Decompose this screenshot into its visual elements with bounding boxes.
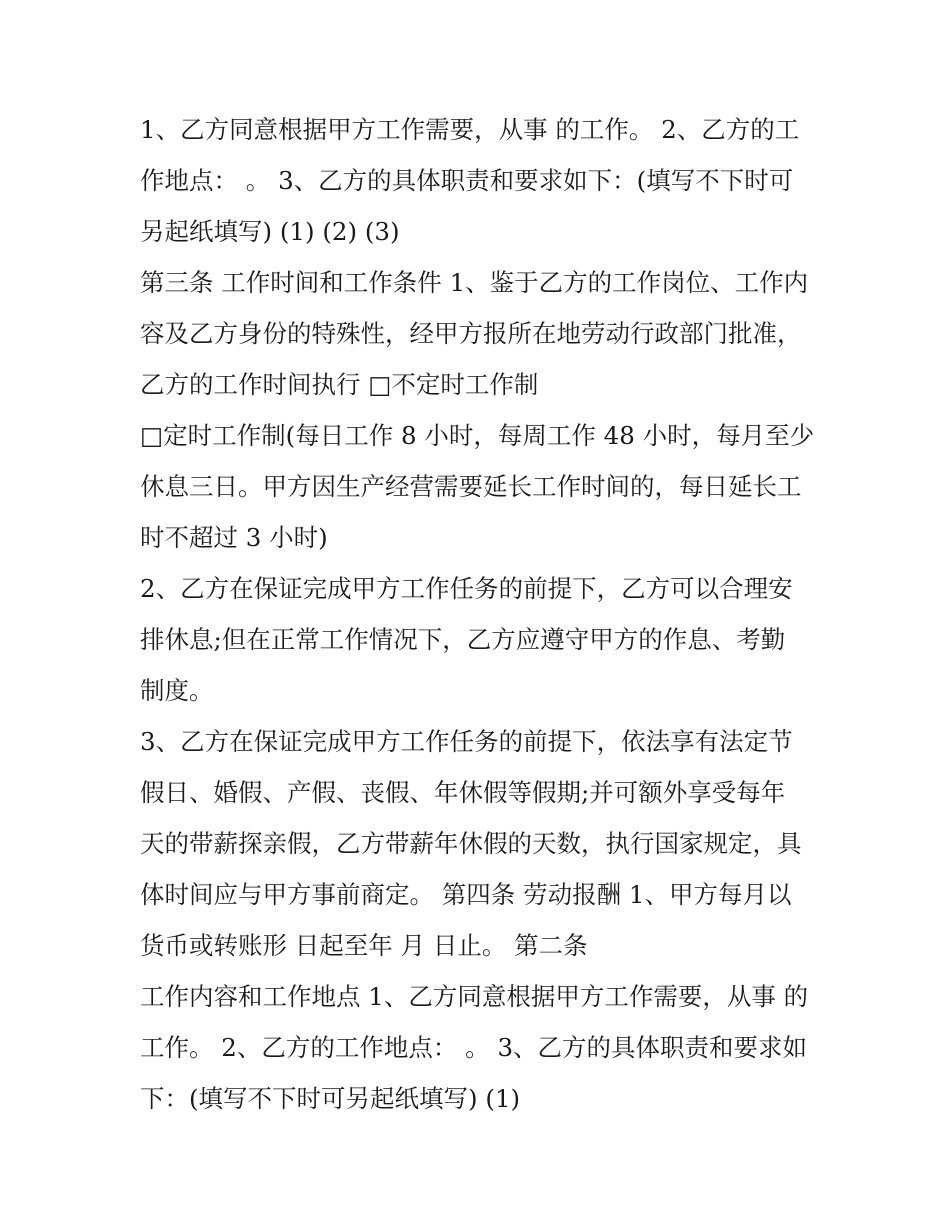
text-line: 假日、婚假、产假、丧假、年休假等假期;并可额外享受每年 xyxy=(140,778,786,807)
text-line: □定时工作制(每日工作 8 小时，每周工作 48 小时，每月至少 xyxy=(140,421,815,450)
text-line: 1、乙方同意根据甲方工作需要，从事 的工作。 2、乙方的工 xyxy=(140,115,800,144)
text-line: 制度。 xyxy=(140,676,214,705)
text-line: 作地点： 。 3、乙方的具体职责和要求如下：(填写不下时可 xyxy=(140,166,794,195)
text-line: 休息三日。甲方因生产经营需要延长工作时间的，每日延长工 xyxy=(140,472,802,501)
text-line: 工作。 2、乙方的工作地点： 。 3、乙方的具体职责和要求如 xyxy=(140,1033,808,1062)
text-line: 下：(填写不下时可另起纸填写) (1) xyxy=(140,1084,521,1113)
text-line: 第三条 工作时间和工作条件 1、鉴于乙方的工作岗位、工作内 xyxy=(140,268,809,297)
text-line: 2、乙方在保证完成甲方工作任务的前提下，乙方可以合理安 xyxy=(140,574,793,603)
text-line: 排休息;但在正常工作情况下，乙方应遵守甲方的作息、考勤 xyxy=(140,625,786,654)
text-line: 乙方的工作时间执行 □不定时工作制 xyxy=(140,370,539,399)
text-line: 时不超过 3 小时) xyxy=(140,523,328,552)
text-line: 另起纸填写) (1) (2) (3) xyxy=(140,217,400,246)
text-line: 货币或转账形 日起至年 月 日止。 第二条 xyxy=(140,931,588,960)
text-line: 天的带薪探亲假，乙方带薪年休假的天数，执行国家规定，具 xyxy=(140,829,802,858)
text-line: 容及乙方身份的特殊性，经甲方报所在地劳动行政部门批准， xyxy=(140,319,802,348)
text-line: 工作内容和工作地点 1、乙方同意根据甲方工作需要，从事 的 xyxy=(140,982,809,1011)
document-body xyxy=(140,104,820,1124)
text-line: 体时间应与甲方事前商定。 第四条 劳动报酬 1、甲方每月以 xyxy=(140,880,792,909)
text-line: 3、乙方在保证完成甲方工作任务的前提下，依法享有法定节 xyxy=(140,727,793,756)
